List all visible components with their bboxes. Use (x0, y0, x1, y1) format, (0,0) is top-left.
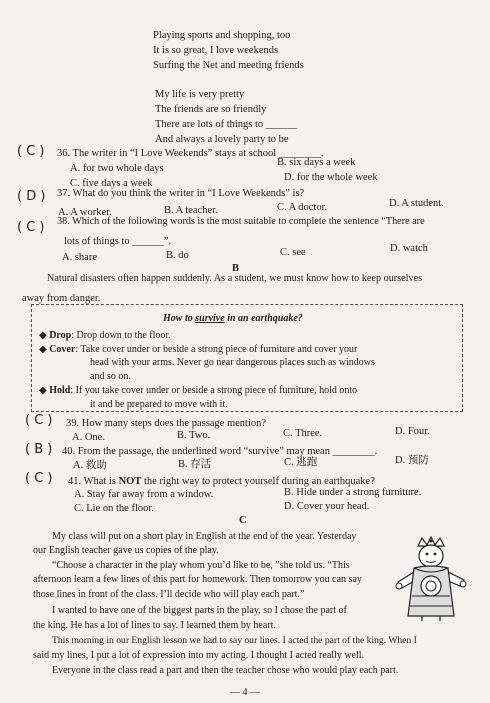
passage-line: This morning in our English lesson we had to say our lines. I acted the part of the king. When I (52, 635, 417, 646)
hold-item: ◆ Hold: If you take cover under or beside a strong piece of furniture, hold onto (39, 385, 358, 396)
passage-line: the king. He has a lot of lines to say. I learned them by heart. (33, 620, 276, 631)
passage-intro: away from danger. (22, 293, 101, 304)
option-a: A. A worker. (58, 207, 112, 218)
option-b: B. six days a week (277, 157, 356, 168)
drop-item: ◆ Drop: Drop down to the floor. (39, 330, 171, 341)
option-b: B. A teacher. (164, 205, 218, 216)
passage-line: “Choose a character in the play whom you’d like to be, ”she told us. “This (52, 560, 350, 571)
diamond-bullet-icon: ◆ (39, 344, 47, 355)
poem-line: Surfing the Net and meeting friends (153, 60, 304, 71)
question-stem: 40. From the passage, the underlined word “survive” may mean ________. (62, 446, 378, 457)
hold-item-continued: it and be prepared to move with it. (90, 399, 228, 410)
section-letter: B (232, 263, 240, 274)
question-stem: 38. Which of the following words is the most suitable to complete the sentence “There are (57, 216, 425, 227)
underlined-word: survive (195, 313, 225, 324)
option-c: C. A doctor. (277, 202, 328, 213)
option-d: D. watch (390, 243, 428, 254)
handwritten-answer: ( D ) (17, 189, 46, 204)
passage-line: My class will put on a short play in English at the end of the year. Yesterday (52, 531, 357, 542)
king-illustration (392, 536, 470, 622)
passage-line: afternoon learn a few lines of this part for homework. Then tomorrow you can say (33, 574, 362, 585)
handwritten-answer: ( B ) (25, 442, 53, 457)
poem-line: Playing sports and shopping, too (153, 30, 291, 41)
poem-line: It is so great, I love weekends (153, 45, 279, 56)
option-d: D. for the whole week (284, 172, 378, 183)
option-b: B. 存活 (178, 459, 212, 470)
question-stem-continued: lots of things to ______”. (64, 236, 172, 247)
cover-item: ◆ Cover: Take cover under or beside a strong piece of furniture and cover your (39, 344, 358, 355)
passage-line: I wanted to have one of the biggest parts in the play, so I chose the part of (52, 605, 347, 616)
poem-line: The friends are so friendly (155, 104, 267, 115)
option-b: B. do (166, 250, 189, 261)
question-stem: 39. How many steps does the passage mention? (66, 418, 267, 429)
handwritten-answer: ( C ) (17, 144, 45, 159)
option-c: C. Three. (283, 428, 323, 439)
question-stem: 37. What do you think the writer in “I Love Weekends” is? (57, 188, 305, 199)
passage-line: said my lines, I put a lot of expression into my acting. I thought I acted really well. (33, 650, 365, 661)
option-a: A. Stay far away from a window. (74, 489, 214, 500)
diamond-bullet-icon: ◆ (39, 385, 47, 396)
option-a: A. for two whole days (70, 163, 164, 174)
passage-intro: Natural disasters often happen suddenly. As a student, we must know how to keep ourselves (47, 273, 423, 284)
option-c: C. five days a week (70, 178, 153, 189)
option-a: A. One. (72, 432, 105, 443)
passage-line: those lines in front of the class. I’ll decide who will play each part.” (33, 589, 305, 600)
option-b: B. Two. (177, 430, 211, 441)
handwritten-answer: ( C ) (17, 220, 45, 235)
option-c: C. Lie on the floor. (74, 503, 154, 514)
option-c: C. see (280, 247, 306, 258)
diamond-bullet-icon: ◆ (39, 330, 47, 341)
option-d: D. Four. (395, 426, 430, 437)
option-c: C. 逃跑 (284, 457, 318, 468)
handwritten-answer: ( C ) (25, 413, 53, 428)
option-d: D. Cover your head. (284, 501, 370, 512)
handwritten-answer: ( C ) (25, 471, 53, 486)
question-stem: 36. The writer in “I Love Weekends” stays at school ________. (57, 148, 324, 159)
passage-line: our English teacher gave us copies of the play. (33, 545, 219, 556)
option-a: A. 救助 (73, 460, 107, 471)
question-stem: 41. What is NOT the right way to protect yourself during an earthquake? (68, 476, 375, 487)
cover-item-continued: and so on. (90, 371, 131, 382)
option-d: D. A student. (389, 198, 444, 209)
poem-line: And always a lovely party to be (155, 134, 289, 145)
section-letter: C (239, 515, 247, 526)
page-number: — 4 — (230, 687, 260, 698)
option-d: D. 预防 (395, 455, 429, 466)
option-b: B. Hide under a strong furniture. (284, 487, 422, 498)
option-a: A. share (62, 252, 97, 263)
cover-item-continued: head with your arms. Never go near dangerous places such as windows (90, 357, 375, 368)
poem-line: My life is very pretty (155, 89, 245, 100)
box-title: How to survive in an earthquake? (163, 313, 303, 324)
poem-line: There are lots of things to ______ (155, 119, 298, 130)
passage-line: Everyone in the class read a part and then the teacher chose who would play each part. (52, 665, 399, 676)
